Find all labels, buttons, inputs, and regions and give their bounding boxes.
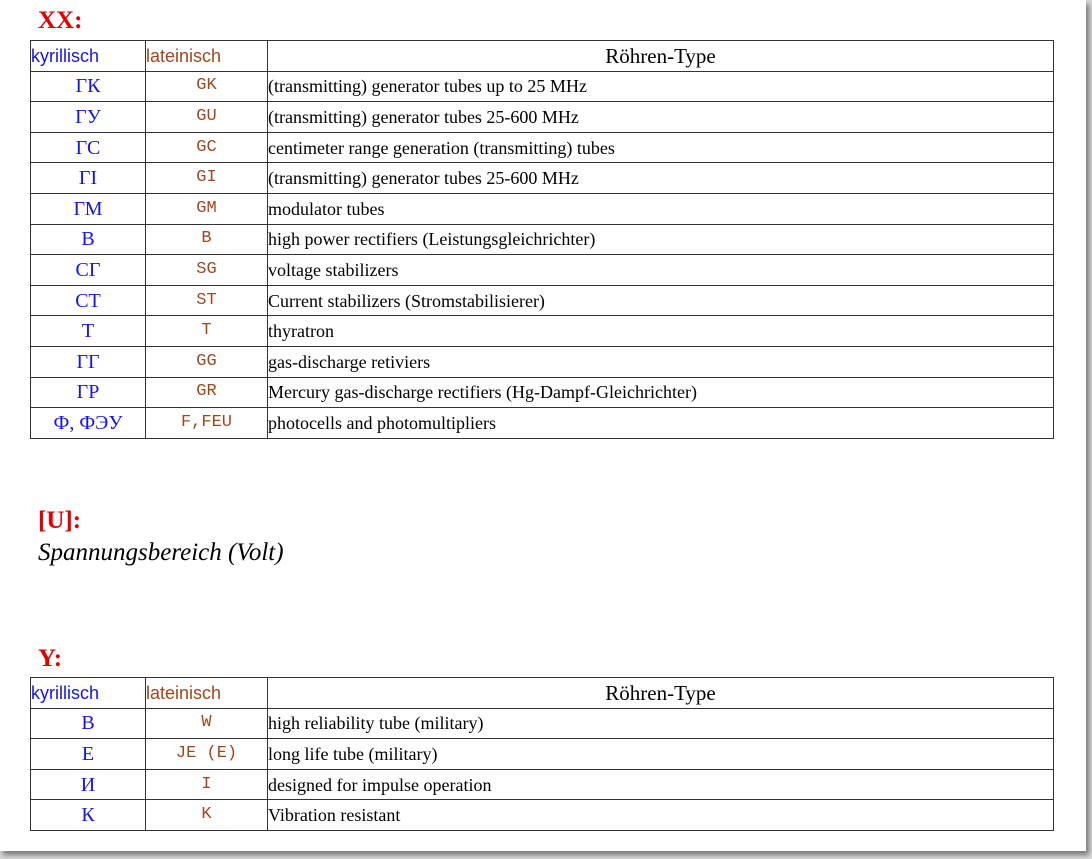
latin-code: GK (146, 71, 268, 102)
column-header-cyrillic: kyrillisch (31, 41, 146, 72)
table-header-row (31, 41, 1054, 72)
tube-description: Vibration resistant (268, 800, 1054, 831)
table-row (31, 132, 1054, 163)
column-header-cyrillic: kyrillisch (31, 678, 146, 709)
cyrillic-code: К (31, 800, 146, 831)
cyrillic-code: ГР (31, 377, 146, 408)
latin-code: GG (146, 346, 268, 377)
cyrillic-code: Т (31, 316, 146, 347)
tube-description: long life tube (military) (268, 739, 1054, 770)
table-row (31, 71, 1054, 102)
tube-description: Mercury gas-discharge rectifiers (Hg-Dampf-Gleichrichter) (268, 377, 1054, 408)
cyrillic-code: ГУ (31, 102, 146, 133)
tube-description: modulator tubes (268, 193, 1054, 224)
table-row (31, 255, 1054, 286)
table-row (31, 193, 1054, 224)
tube-description: voltage stabilizers (268, 255, 1054, 286)
table-row (31, 739, 1054, 770)
table-row (31, 377, 1054, 408)
latin-code: W (146, 708, 268, 739)
tube-description: Current stabilizers (Stromstabilisierer) (268, 285, 1054, 316)
tube-description: thyratron (268, 316, 1054, 347)
table-row (31, 316, 1054, 347)
table-row (31, 102, 1054, 133)
tube-description: gas-discharge retiviers (268, 346, 1054, 377)
cyrillic-code: Е (31, 739, 146, 770)
latin-code: GI (146, 163, 268, 194)
latin-code: SG (146, 255, 268, 286)
table-row (31, 224, 1054, 255)
latin-code: JE (E) (146, 739, 268, 770)
cyrillic-code: ГI (31, 163, 146, 194)
section-u-heading: [U]: (38, 507, 82, 534)
tube-description: designed for impulse operation (268, 769, 1054, 800)
table-row (31, 408, 1054, 439)
latin-code: T (146, 316, 268, 347)
table-row (31, 285, 1054, 316)
latin-code: F,FEU (146, 408, 268, 439)
cyrillic-code: ГК (31, 71, 146, 102)
latin-code: ST (146, 285, 268, 316)
table-row (31, 708, 1054, 739)
column-header-latin: lateinisch (146, 678, 268, 709)
latin-code: GC (146, 132, 268, 163)
table-row (31, 346, 1054, 377)
voltage-range-text: Spannungsbereich (Volt) (38, 539, 284, 566)
table-row (31, 769, 1054, 800)
column-header-tube-type: Röhren-Type (268, 678, 1054, 709)
latin-code: GU (146, 102, 268, 133)
tube-description: high reliability tube (military) (268, 708, 1054, 739)
cyrillic-code: В (31, 708, 146, 739)
cyrillic-code: СГ (31, 255, 146, 286)
section-xx-heading: XX: (38, 7, 83, 34)
latin-code: GM (146, 193, 268, 224)
cyrillic-code: Ф, ФЭУ (31, 408, 146, 439)
tube-description: (transmitting) generator tubes up to 25 MHz (268, 71, 1054, 102)
cyrillic-code: ГС (31, 132, 146, 163)
cyrillic-code: ГМ (31, 193, 146, 224)
column-header-tube-type: Röhren-Type (268, 41, 1054, 72)
tube-description: (transmitting) generator tubes 25-600 MHz (268, 102, 1054, 133)
table-row (31, 800, 1054, 831)
latin-code: K (146, 800, 268, 831)
column-header-latin: lateinisch (146, 41, 268, 72)
table-row (31, 163, 1054, 194)
latin-code: B (146, 224, 268, 255)
tube-type-table-xx (30, 40, 1054, 439)
latin-code: GR (146, 377, 268, 408)
tube-description: centimeter range generation (transmitting) tubes (268, 132, 1054, 163)
latin-code: I (146, 769, 268, 800)
cyrillic-code: СТ (31, 285, 146, 316)
cyrillic-code: В (31, 224, 146, 255)
tube-type-table-y (30, 677, 1054, 831)
table-header-row (31, 678, 1054, 709)
tube-description: high power rectifiers (Leistungsgleichrichter) (268, 224, 1054, 255)
tube-description: (transmitting) generator tubes 25-600 MHz (268, 163, 1054, 194)
cyrillic-code: И (31, 769, 146, 800)
section-y-heading: Y: (38, 645, 63, 672)
tube-description: photocells and photomultipliers (268, 408, 1054, 439)
cyrillic-code: ГГ (31, 346, 146, 377)
